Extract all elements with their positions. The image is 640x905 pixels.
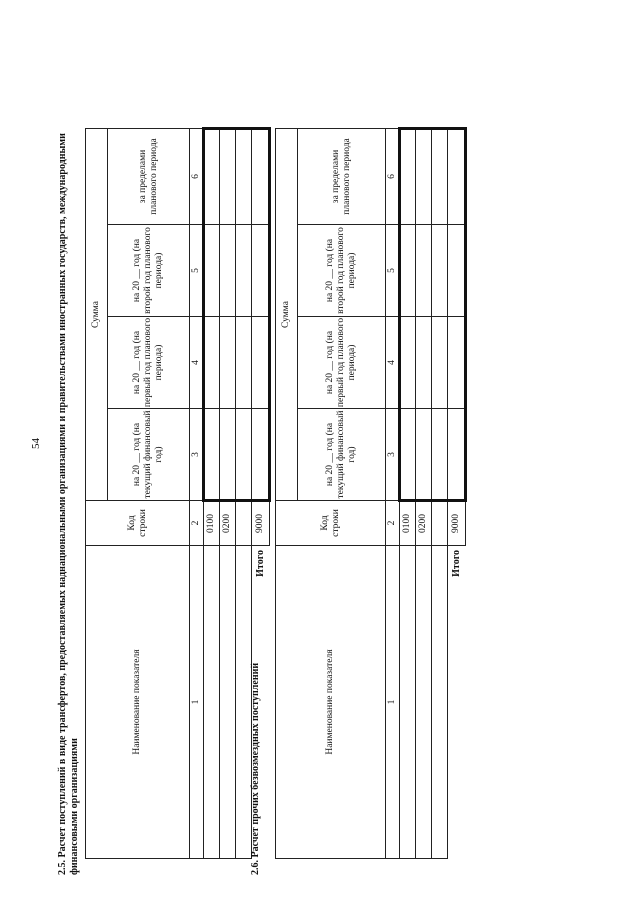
column-number: 4: [190, 317, 204, 409]
column-number: 3: [190, 409, 204, 501]
value-cell: [432, 129, 448, 225]
document-page: [0, 55, 600, 895]
transfers-table: [85, 127, 271, 859]
page-number: 54: [30, 438, 42, 449]
header-first-plan-year: на 20 __ год (на первый год планового периода): [298, 317, 386, 409]
total-label: Итого: [451, 550, 463, 577]
value-cell: [220, 317, 236, 409]
header-code: Код строки: [86, 501, 190, 546]
name-cell: [204, 546, 220, 859]
table-row: [220, 129, 236, 859]
header-second-plan-year: на 20 __ год (на второй год планового периода): [298, 225, 386, 317]
code-cell: 0200: [416, 501, 432, 546]
code-cell: 0200: [220, 501, 236, 546]
section-2-5-title: 2.5. Расчет поступлений в виде трансфертов, предоставляемых наднациональными организациями и правительствами иностранных государств, международными финансовыми организациями: [57, 133, 80, 875]
value-cell: [400, 129, 416, 225]
value-cell: [220, 225, 236, 317]
header-second-plan-year: на 20 __ год (на второй год планового периода): [108, 225, 190, 317]
column-number: 5: [190, 225, 204, 317]
code-cell: 0100: [400, 501, 416, 546]
value-cell: [204, 129, 220, 225]
header-code: Код строки: [276, 501, 386, 546]
name-cell: [416, 546, 432, 859]
total-row: [448, 129, 466, 859]
column-number: 2: [190, 501, 204, 546]
column-number: 4: [386, 317, 400, 409]
column-number: 1: [386, 546, 400, 859]
name-cell: [220, 546, 236, 859]
column-number: 6: [190, 129, 204, 225]
total-value-cell: [448, 225, 466, 317]
total-code: 9000: [252, 501, 270, 546]
code-cell: 0100: [204, 501, 220, 546]
column-number: 1: [190, 546, 204, 859]
header-name: Наименование показателя: [276, 546, 386, 859]
column-number: 6: [386, 129, 400, 225]
other-receipts-table: [275, 127, 467, 859]
value-cell: [432, 409, 448, 501]
value-cell: [432, 317, 448, 409]
column-number: 2: [386, 501, 400, 546]
value-cell: [416, 317, 432, 409]
value-cell: [416, 225, 432, 317]
code-cell: [432, 501, 448, 546]
header-current-year: на 20 __ год (на текущий финансовый год): [108, 409, 190, 501]
value-cell: [416, 409, 432, 501]
section-2-6-title: 2.6. Расчет прочих безвозмездных поступлений: [250, 662, 261, 875]
value-cell: [204, 409, 220, 501]
value-cell: [400, 409, 416, 501]
value-cell: [220, 129, 236, 225]
column-number: 5: [386, 225, 400, 317]
total-value-cell: [448, 409, 466, 501]
header-beyond-plan: за пределами планового периода: [108, 129, 190, 225]
header-current-year: на 20 __ год (на текущий финансовый год): [298, 409, 386, 501]
total-value-cell: [448, 317, 466, 409]
header-beyond-plan: за пределами планового периода: [298, 129, 386, 225]
value-cell: [204, 317, 220, 409]
value-cell: [400, 317, 416, 409]
column-number: 3: [386, 409, 400, 501]
value-cell: [220, 409, 236, 501]
name-cell: [432, 546, 448, 859]
column-numbers-row: [386, 129, 400, 859]
total-label: Итого: [255, 550, 267, 577]
total-code: 9000: [448, 501, 466, 546]
header-sum: Сумма: [276, 129, 298, 501]
header-name: Наименование показателя: [86, 546, 190, 859]
total-value-cell: [448, 129, 466, 225]
value-cell: [416, 129, 432, 225]
value-cell: [204, 225, 220, 317]
table-row: [432, 129, 448, 859]
value-cell: [400, 225, 416, 317]
header-sum: Сумма: [86, 129, 108, 501]
value-cell: [432, 225, 448, 317]
table-row: [416, 129, 432, 859]
name-cell: [400, 546, 416, 859]
table-row: [400, 129, 416, 859]
column-numbers-row: [190, 129, 204, 859]
table-row: [204, 129, 220, 859]
header-first-plan-year: на 20 __ год (на первый год планового периода): [108, 317, 190, 409]
